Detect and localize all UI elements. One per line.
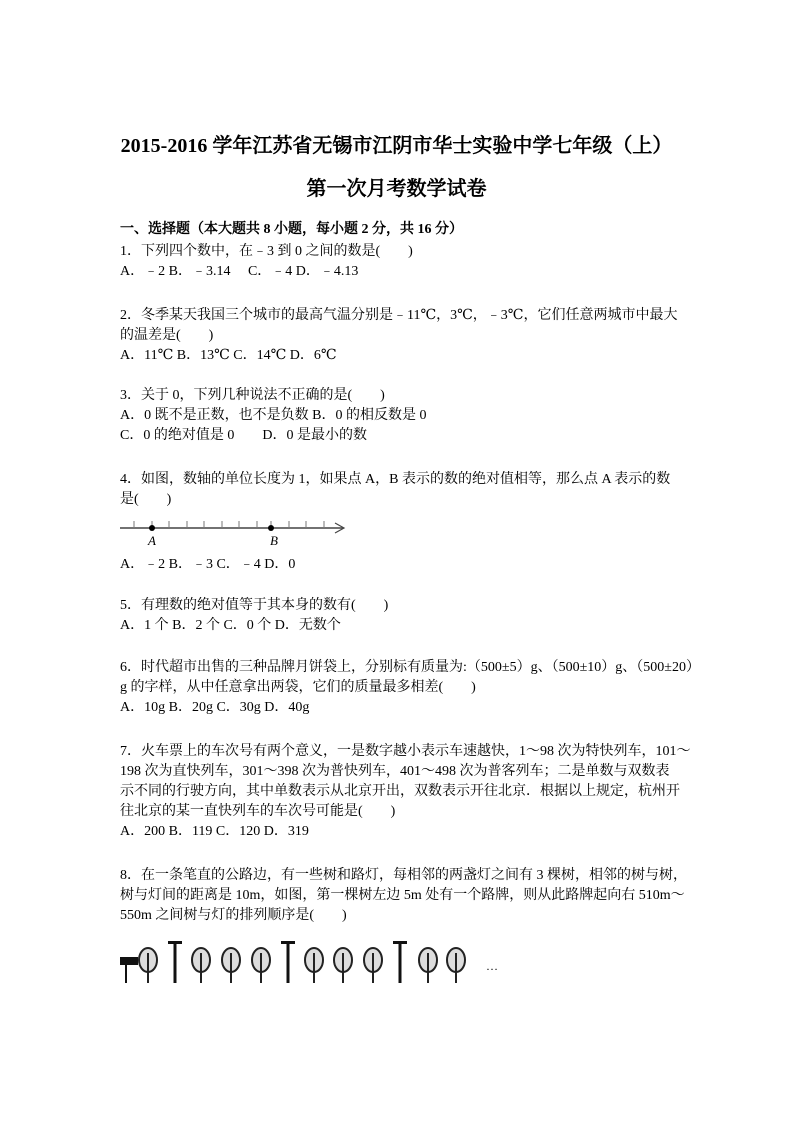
- question-line: g 的字样，从中任意拿出两袋，它们的质量最多相差( ): [120, 680, 476, 695]
- question-line: A．200 B．119 C．120 D．319: [120, 824, 309, 839]
- question-line: 550m 之间树与灯的排列顺序是( ): [120, 908, 347, 923]
- street-lamp-icon: [168, 941, 182, 983]
- point-a-dot: [149, 525, 155, 531]
- question-line: 7．火车票上的车次号有两个意义，一是数字越小表示车速越快，1～98 次为特快列车，101～: [120, 744, 691, 759]
- question-line: A．﹣2 B．﹣3.14 C．﹣4 D．﹣4.13: [120, 264, 359, 279]
- question-line: A．10g B．20g C．30g D．40g: [120, 700, 310, 715]
- tree-icon: [364, 948, 382, 983]
- question-line: 4．如图，数轴的单位长度为 1，如果点 A，B 表示的数的绝对值相等，那么点 A 表示的数: [120, 472, 671, 487]
- question-line: 198 次为直快列车，301～398 次为普快列车，401～498 次为普客列车；二是单数与双数表: [120, 764, 670, 779]
- number-line-figure: [115, 515, 355, 555]
- tree-icon: [305, 948, 323, 983]
- question-line: A．1 个 B．2 个 C．0 个 D．无数个: [120, 618, 341, 633]
- page-title-line-1: 2015-2016 学年江苏省无锡市江阴市华士实验中学七年级（上）: [120, 135, 673, 157]
- question-line: 6．时代超市出售的三种品牌月饼袋上，分别标有质量为:（500±5）g、（500±10）g、（500±20）: [120, 660, 700, 675]
- question-line: 3．关于 0，下列几种说法不正确的是( ): [120, 388, 385, 403]
- question-line: 树与灯间的距离是 10m，如图，第一棵树左边 5m 处有一个路牌，则从此路牌起向右 510m～: [120, 888, 685, 903]
- street-lamp-icon: [393, 941, 407, 983]
- question-line: A．0 既不是正数，也不是负数 B．0 的相反数是 0: [120, 408, 427, 423]
- tree-icon: [252, 948, 270, 983]
- tree-icon: [222, 948, 240, 983]
- tree-icon: [139, 948, 157, 983]
- street-lamp-icon: [281, 941, 295, 983]
- question-line: 5．有理数的绝对值等于其本身的数有( ): [120, 598, 389, 613]
- point-a-label: A: [148, 533, 156, 548]
- question-line: 2．冬季某天我国三个城市的最高气温分别是﹣11℃，3℃，﹣3℃，它们任意两城市中最大: [120, 308, 678, 323]
- question-line: 的温差是( ): [120, 328, 214, 343]
- question-line: C．0 的绝对值是 0 D．0 是最小的数: [120, 428, 367, 443]
- question-line: 示不同的行驶方向，其中单数表示从北京开出，双数表示开往北京．根据以上规定，杭州开: [120, 784, 680, 799]
- section-heading: 一、选择题（本大题共 8 小题，每小题 2 分，共 16 分）: [120, 222, 463, 237]
- tree-icon: [334, 948, 352, 983]
- ellipsis: …: [486, 959, 498, 973]
- point-b-dot: [268, 525, 274, 531]
- question-line: 8．在一条笔直的公路边，有一些树和路灯，每相邻的两盏灯之间有 3 棵树，相邻的树与树，: [120, 868, 687, 883]
- question-line: 1．下列四个数中，在﹣3 到 0 之间的数是( ): [120, 244, 413, 259]
- question-line: 往北京的某一直快列车的车次号可能是( ): [120, 804, 396, 819]
- question-line: A．11℃ B．13℃ C．14℃ D．6℃: [120, 348, 337, 363]
- tree-icon: [192, 948, 210, 983]
- tree-icon: [419, 948, 437, 983]
- point-b-label: B: [270, 533, 278, 548]
- tree-icon: [447, 948, 465, 983]
- road-sign-icon: [120, 957, 138, 965]
- trees-and-lamps-figure: [118, 935, 508, 990]
- page-title-line-2: 第一次月考数学试卷: [306, 178, 487, 200]
- question-line: 是( ): [120, 492, 172, 507]
- question-line: A．﹣2 B．﹣3 C．﹣4 D．0: [120, 557, 296, 572]
